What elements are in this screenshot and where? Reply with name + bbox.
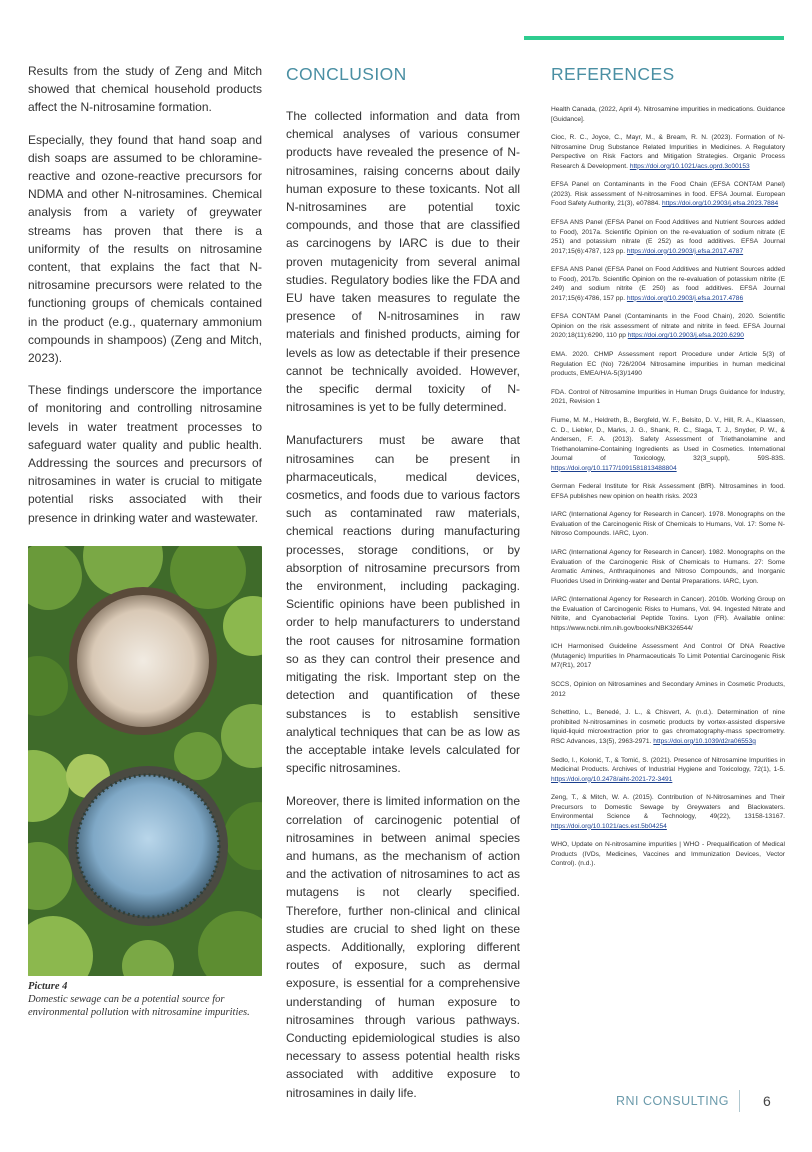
reference-text: EFSA ANS Panel (EFSA Panel on Food Additives and Nutrient Sources added to Food), 2017a. Scientific Opinion on the re-evaluation of sodium nitrate (E 251) and potassium nitrate (E 252) as food additives. EFSA Journal 2017;15(6):4787, 123 pp. [551,219,785,255]
reference-text: Schettino, L., Benedé, J. L., & Chisvert, A. (n.d.). Determination of nine prohibited N-nitrosamines in cosmetic products by vortex-assisted dispersive liquid-liquid microextraction prior to gas chromatography-mass spectrometry. RSC Advances, 13(5), 2963-2971. [551,709,785,745]
reference-item [551,680,785,699]
reference-text: IARC (International Agency for Research in Cancer). 1978. Monographs on the Evaluation of the Carcinogenic Risk of Chemicals to Humans, Vol. 17: Some N-Nitroso Compounds. IARC, Lyon. [551,511,785,538]
intro-paragraph: Especially, they found that hand soap and dish soaps are assumed to be chloramine-reactive and ozone-reactive precursors for NDMA and other N-nitrosamines. Chemical analysis from a variety of greywater streams has proven that there is a uniformity of the results on nitrosamine content, that explains the fact that N-nitrosamine precursors were related to the functioning groups of chemicals contained in the product (e.g., quaternary ammonium compounds in shampoos) (Zeng and Mitch, 2023). [28,132,262,366]
conclusion-section [286,64,520,1117]
picture-caption-text: Domestic sewage can be a potential source for environmental pollution with nitrosamine impurities. [28,994,250,1018]
sewage-aerial-photo [28,546,262,976]
reference-text: Health Canada, (2022, April 4). Nitrosamine impurities in medications. Guidance [Guidance]. [551,106,785,123]
reference-link[interactable]: https://doi.org/10.2478/aiht-2021-72-3491 [551,775,673,783]
reference-link[interactable]: https://doi.org/10.1021/acs.oprd.3c00153 [629,162,750,170]
reference-text: IARC (International Agency for Research in Cancer). 1982. Monographs on the Evaluation of the Carcinogenic Risk of Chemicals to Humans. 27: Some Aromatic Amines, Anthraquinones and Nitroso Compounds, and Inorganic Fluorides Used in Drinking-water and Dental Preparations. IARC, Lyon. [551,549,785,585]
picture-label: Picture 4 [28,981,68,992]
reference-text: EFSA ANS Panel (EFSA Panel on Food Additives and Nutrient Sources added to Food), 2017b. Scientific Opinion on the re-evaluation of potassium nitrite (E 249) and sodium nitrite (E 250) as food additives. EFSA Journal 2017;15(6):4786, 157 pp. [551,266,785,302]
reference-list [551,105,785,869]
reference-text: IARC (International Agency for Research in Cancer). 2010b. Working Group on the Evaluation of Carcinogenic Risks to Humans, Vol. 94. Ingested Nitrate and Nitrite, and Cyanobacterial Peptide Toxins. Lyon (FR). Available online: https://www.ncbi.nlm.nih.gov/books/NBK326544/ [551,596,785,632]
reference-item [551,180,785,209]
reference-item [551,708,785,746]
conclusion-heading: CONCLUSION [286,64,407,84]
references-section [551,64,785,878]
reference-link[interactable]: https://doi.org/10.1039/d2ra06553g [653,737,756,745]
reference-text: EFSA Panel on Contaminants in the Food Chain (EFSA CONTAM Panel) (2023). Risk assessment of N-nitrosamines in food. EFSA Journal. European Food Safety Authority, 21(3), e07884. [551,181,785,208]
reference-text: FDA. Control of Nitrosamine Impurities in Human Drugs Guidance for Industry, 2021, Revision 1 [551,388,785,406]
conclusion-paragraph: Manufacturers must be aware that nitrosamines can be present in pharmaceuticals, medical devices, cosmetics, and foods due to various factors such as contaminated raw materials, chemical reactions during manufacturing processes, storage conditions, or by absorption of nitrosamine precursors from the environment, including packaging. Scientific opinions have been published in order to help manufacturers to understand the root causes for nitrosamine formation so as they can control their presence and mitigating the risk. Important step on the detection and quantification of these substances is to establish sensitive analytical techniques that can be as low as the acceptable intake levels calculated for specific nitrosamines. [286,433,520,776]
reference-item [551,133,785,171]
reference-text: ICH Harmonised Guideline Assessment And Control Of DNA Reactive (Mutagenic) Impurities In Pharmaceuticals To Limit Potential Carcinogenic Risk M7(R1), 2017 [551,643,785,670]
reference-item [551,105,785,124]
reference-item [551,840,785,869]
reference-link[interactable]: https://doi.org/10.1021/acs.est.5b04254 [551,822,667,830]
conclusion-paragraph: The collected information and data from chemical analyses of various consumer products have revealed the presence of N-nitrosamines, raising concerns about daily human exposure to these toxicants. Not all N-nitrosamines are potential toxic compounds, and those that are classified as carcinogens by IARC is due to their proven mutagenicity from several animal studies. Regulatory bodies like the FDA and EU have taken measures to regulate the presence of N-nitrosamines in raw materials and finished products, aiming for levels as low as detectable if their presence cannot be technically avoided. However, the specific dermal toxicity of N-nitrosamines is yet to be fully determined. [286,109,520,415]
reference-item [551,388,785,407]
reference-text: German Federal Institute for Risk Assessment (BfR). Nitrosamines in food. EFSA publishes new opinion on health risks. 2023 [551,483,785,500]
intro-paragraph: These findings underscore the importance of monitoring and controlling nitrosamine levels in water treatment processes to safeguard water quality and public health. Addressing the sources and precursors of nitrosamines in water is crucial to mitigate potential risks associated with their presence in drinking water and wastewater. [28,383,262,525]
footer-brand: RNI CONSULTING [616,1094,730,1108]
picture-caption [28,980,262,1019]
reference-item [551,265,785,303]
reference-item [551,793,785,831]
reference-item [551,510,785,539]
reference-item [551,218,785,256]
reference-text: Cioc, R. C., Joyce, C., Mayr, M., & Bream, R. N. (2023). Formation of N-Nitrosamine Drug Substance Related Impurities in Medicines. A Regulatory Perspective on Risk Factors and Mitigation Strategies. Organic Process Research & Development. [551,134,785,170]
footer-divider [739,1090,740,1112]
reference-link[interactable]: https://doi.org/10.2903/j.efsa.2023.7884 [661,200,779,208]
reference-text: WHO, Update on N-nitrosamine impurities | WHO - Prequalification of Medical Products (IVDs, Medicines, Vaccines and Immunization Devices, Vector Control). (n.d.). [551,841,785,868]
reference-item [551,350,785,379]
references-heading: REFERENCES [551,64,675,84]
page-number: 6 [763,1093,771,1109]
reference-link[interactable]: https://doi.org/10.1177/1091581813488804 [551,464,677,472]
reference-item [551,312,785,341]
page-footer [0,1090,812,1120]
reference-item [551,548,785,586]
accent-bar [524,36,784,40]
conclusion-paragraph: Moreover, there is limited information on the correlation of carcinogenic potential of nitrosamines in between animal species and humans, as the mechanism of action and the activation of nitrosamines to act as mutagens is not clearly specified. Therefore, further non-clinical and clinical studies are crucial to shed light on these aspects. Additionally, exploring different routes of exposure, such as dermal exposure, is essential for a comprehensive understanding of human exposure to nitrosamines through various pathways. Conducting epidemiological studies is also necessary to assess potential health risks associated with additive exposure to nitrosamines in daily life. [286,794,520,1100]
intro-paragraph: Results from the study of Zeng and Mitch showed that chemical household products affect the N-nitrosamine formation. [28,64,262,115]
reference-item [551,756,785,785]
sewage-tanks-illustration [28,546,262,976]
reference-item [551,482,785,501]
reference-item [551,595,785,633]
reference-text: EFSA CONTAM Panel (Contaminants in the Food Chain), 2020. Scientific Opinion on the risk assessment of nitrate and nitrite in feed. EFSA Journal 2020;18(11):6290, 110 pp [551,313,785,340]
reference-item [551,642,785,671]
intro-column [28,62,262,541]
reference-text: Sedlo, I., Kolonić, T., & Tomić, S. (2021). Presence of Nitrosamine Impurities in Medicinal Products. Archives of Industrial Hygiene and Toxicology, 72(1), 1-5. [551,756,785,773]
reference-item [551,416,785,473]
reference-text: EMA. 2020. CHMP Assessment report Procedure under Article 5(3) of Regulation EC (No) 726/2004 Nitrosamine impurities in human medicinal products, EMEA/H/A-5(3)/1490 [551,351,785,378]
reference-link[interactable]: https://doi.org/10.2903/j.efsa.2017.4786 [626,294,744,302]
reference-text: SCCS, Opinion on Nitrosamines and Secondary Amines in Cosmetic Products, 2012 [551,681,785,698]
reference-text: Zeng, T., & Mitch, W. A. (2015). Contribution of N-Nitrosamines and Their Precursors to Domestic Sewage by Greywaters and Blackwaters. Environmental Science & Technology, 49(22), 13158-13167. [551,794,785,821]
reference-link[interactable]: https://doi.org/10.2903/j.efsa.2020.6290 [627,332,744,340]
reference-link[interactable]: https://doi.org/10.2903/j.efsa.2017.4787 [626,247,744,255]
reference-text: Fiume, M. M., Heldreth, B., Bergfeld, W. F., Belsito, D. V., Hill, R. A., Klaassen, C. D., Liebler, D., Marks, J. G., Shank, R. C., Slaga, T. J., Snyder, P. W., & Andersen, F. A. (2013). Safety Assessment of Triethanolamine and Triethanolamine-Containing Ingredients as Used in Cosmetics. International Journal of Toxicology, 32(3_suppl), 59S-83S. [551,417,785,462]
